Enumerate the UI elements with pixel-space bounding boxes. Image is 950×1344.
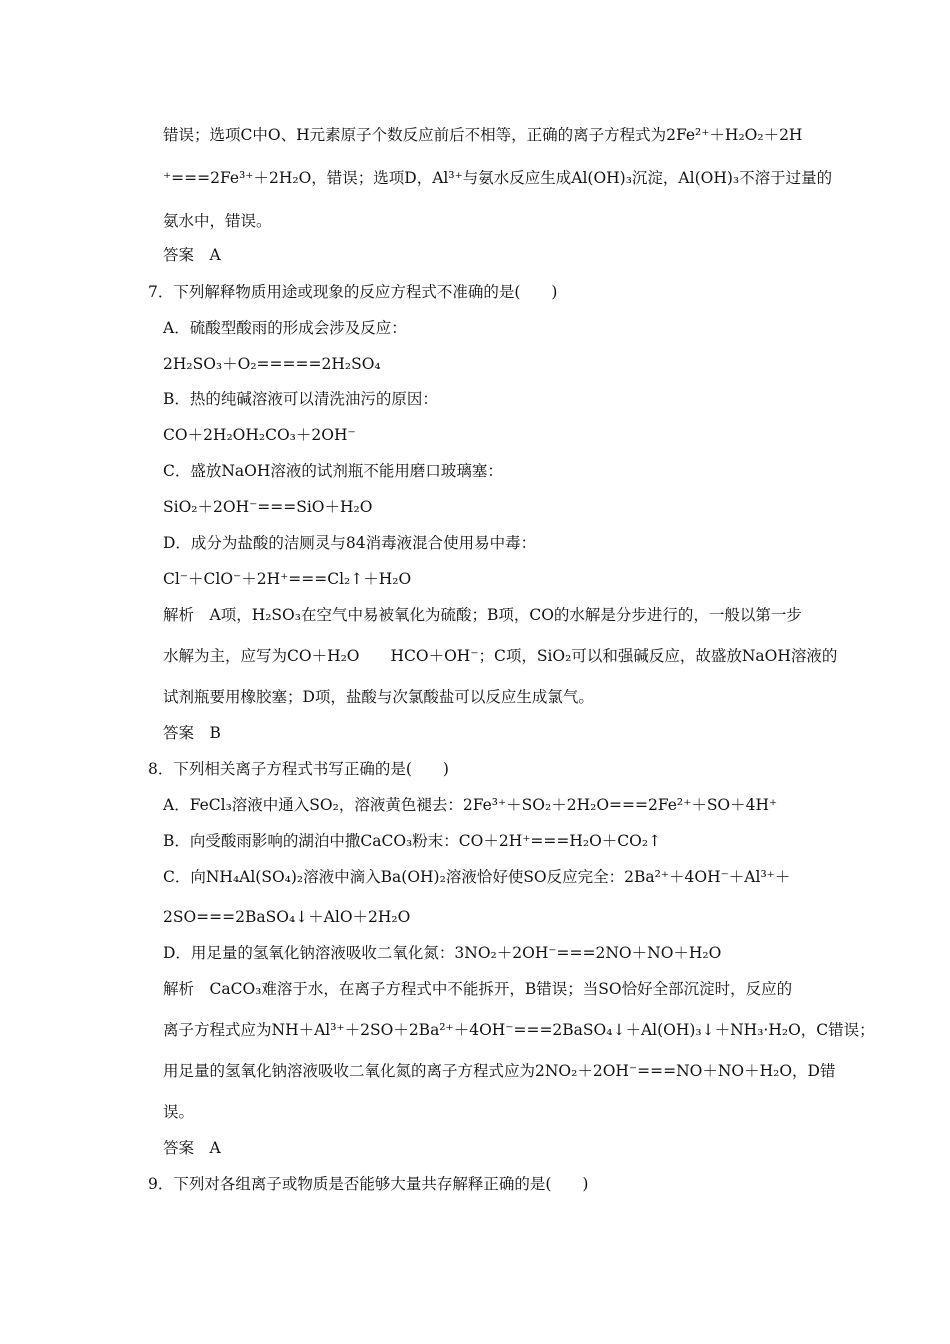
option-b: B．向受酸雨影响的湖泊中撒CaCO₃粉末：CO＋2H⁺===H₂O＋CO₂↑ xyxy=(163,832,662,850)
explanation-line: 误。 xyxy=(163,1103,195,1121)
option-a: A．硫酸型酸雨的形成会涉及反应： xyxy=(163,319,407,337)
question-8-stem: 8．下列相关离子方程式书写正确的是( ) xyxy=(148,760,449,778)
equation-line: 2H₂SO₃＋O₂=====2H₂SO₄ xyxy=(163,355,381,373)
option-d: D．成分为盐酸的洁厕灵与84消毒液混合使用易中毒： xyxy=(163,534,537,552)
option-b: B．热的纯碱溶液可以清洗油污的原因： xyxy=(163,390,438,408)
question-7-stem: 7．下列解释物质用途或现象的反应方程式不准确的是( ) xyxy=(148,283,558,301)
explanation-line: 氨水中，错误。 xyxy=(163,212,272,230)
answer-line: 答案 A xyxy=(163,1139,221,1157)
explanation-line: 用足量的氢氧化钠溶液吸收二氧化氮的离子方程式应为2NO₂＋2OH⁻===NO＋NO＋H₂O，D错 xyxy=(163,1062,836,1080)
option-c: C．盛放NaOH溶液的试剂瓶不能用磨口玻璃塞： xyxy=(163,462,503,480)
option-c-continued: 2SO===2BaSO₄↓＋AlO＋2H₂O xyxy=(163,908,411,926)
equation-line: SiO₂＋2OH⁻===SiO＋H₂O xyxy=(163,498,373,516)
equation-line: CO＋2H₂OH₂CO₃＋2OH⁻ xyxy=(163,426,356,444)
equation-line: Cl⁻＋ClO⁻＋2H⁺===Cl₂↑＋H₂O xyxy=(163,570,412,588)
explanation-line: 水解为主，应写为CO＋H₂O HCO＋OH⁻；C项，SiO₂可以和强碱反应，故盛放NaOH溶液的 xyxy=(163,647,838,665)
answer-line: 答案 B xyxy=(163,724,221,742)
option-a: A．FeCl₃溶液中通入SO₂，溶液黄色褪去：2Fe³⁺＋SO₂＋2H₂O===2Fe²⁺＋SO＋4H⁺ xyxy=(163,796,778,814)
explanation-line: ⁺===2Fe³⁺＋2H₂O，错误；选项D，Al³⁺与氨水反应生成Al(OH)₃沉淀，Al(OH)₃不溶于过量的 xyxy=(163,169,833,187)
explanation-line: 错误；选项C中O、H元素原子个数反应前后不相等，正确的离子方程式为2Fe²⁺＋H₂O₂＋2H xyxy=(163,126,803,144)
explanation-line: 离子方程式应为NH＋Al³⁺＋2SO＋2Ba²⁺＋4OH⁻===2BaSO₄↓＋Al(OH)₃↓＋NH₃·H₂O，C错误； xyxy=(163,1021,875,1039)
explanation-line: 试剂瓶要用橡胶塞；D项，盐酸与次氯酸盐可以反应生成氯气。 xyxy=(163,688,594,706)
explanation-line: 解析 A项，H₂SO₃在空气中易被氧化为硫酸；B项，CO的水解是分步进行的，一般以第一步 xyxy=(163,606,802,624)
question-9-stem: 9．下列对各组离子或物质是否能够大量共存解释正确的是( ) xyxy=(148,1175,589,1193)
option-d: D．用足量的氢氧化钠溶液吸收二氧化氮：3NO₂＋2OH⁻===2NO＋NO＋H₂O xyxy=(163,944,722,962)
explanation-line: 解析 CaCO₃难溶于水，在离子方程式中不能拆开，B错误；当SO恰好全部沉淀时，反应的 xyxy=(163,980,793,998)
option-c: C．向NH₄Al(SO₄)₂溶液中滴入Ba(OH)₂溶液恰好使SO反应完全：2Ba²⁺＋4OH⁻＋Al³⁺＋ xyxy=(163,868,791,886)
answer-line: 答案 A xyxy=(163,246,221,264)
